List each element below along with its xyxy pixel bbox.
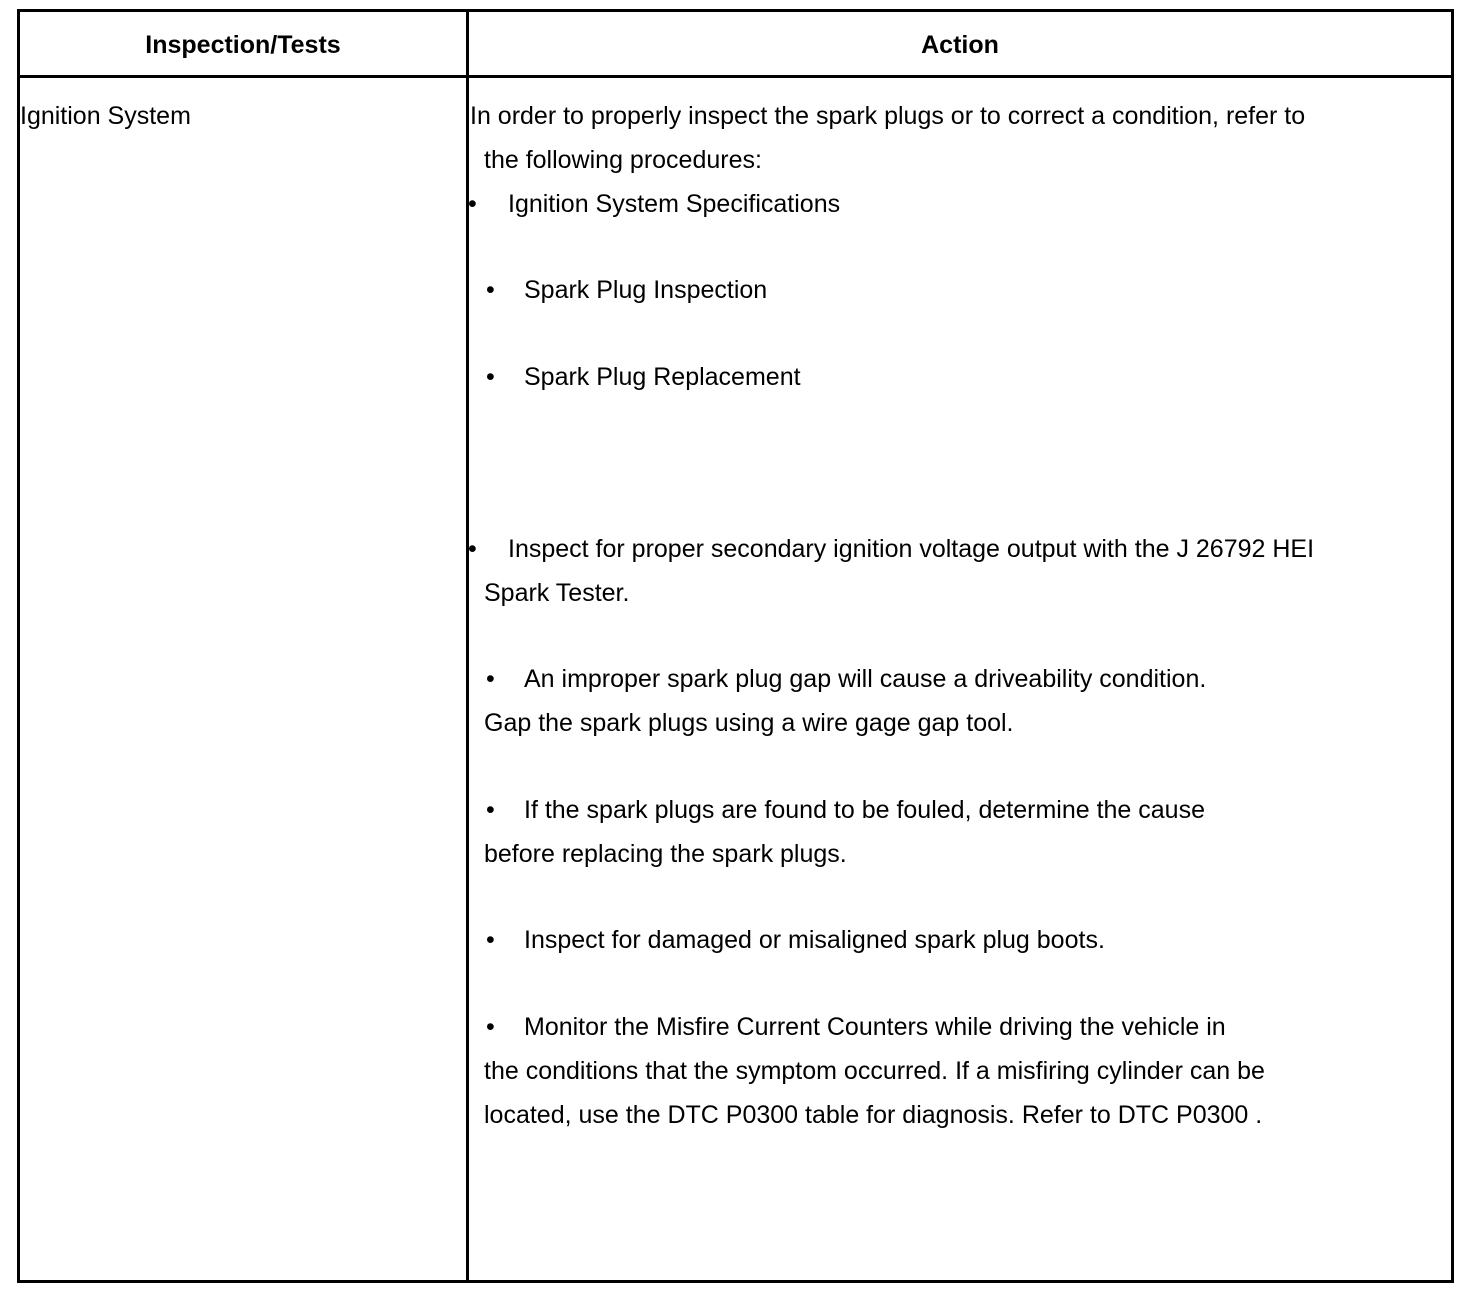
check-text-line-1: Monitor the Misfire Current Counters while driving the vehicle in: [524, 1013, 1226, 1041]
bullet-icon: •: [486, 926, 495, 954]
intro-text-line-2: the following procedures:: [484, 146, 762, 174]
check-text-line-2: Spark Tester.: [484, 579, 630, 607]
check-text-line-1: Inspect for damaged or misaligned spark plug boots.: [524, 926, 1105, 954]
header-inspection-tests: Inspection/Tests: [145, 31, 341, 59]
bullet-icon: •: [468, 190, 477, 218]
bullet-icon: •: [486, 665, 495, 693]
procedure-link-spark-plug-inspection[interactable]: Spark Plug Inspection: [524, 276, 768, 304]
header-action: Action: [921, 31, 999, 59]
bullet-icon: •: [486, 796, 495, 824]
bullet-icon: •: [486, 1013, 495, 1041]
check-text-line-2: before replacing the spark plugs.: [484, 840, 847, 868]
inspection-cell-ignition-system: Ignition System: [20, 102, 191, 130]
check-text-line-2: the conditions that the symptom occurred. If a misfiring cylinder can be: [484, 1057, 1265, 1085]
bullet-icon: •: [486, 363, 495, 391]
check-text-line-1: Inspect for proper secondary ignition voltage output with the J 26792 HEI: [508, 535, 1315, 563]
check-text-line-2: Gap the spark plugs using a wire gage gap tool.: [484, 709, 1014, 737]
intro-text-line-1: In order to properly inspect the spark plugs or to correct a condition, refer to: [470, 102, 1306, 130]
bullet-icon: •: [468, 535, 477, 563]
procedure-link-ignition-system-specifications[interactable]: Ignition System Specifications: [508, 190, 841, 218]
check-text-line-1: If the spark plugs are found to be fouled, determine the cause: [524, 796, 1205, 824]
check-text-line-1: An improper spark plug gap will cause a driveability condition.: [524, 665, 1207, 693]
bullet-icon: •: [486, 276, 495, 304]
check-text-line-3: located, use the DTC P0300 table for diagnosis. Refer to DTC P0300 .: [484, 1101, 1263, 1129]
header-divider: [17, 75, 1454, 78]
procedure-link-spark-plug-replacement[interactable]: Spark Plug Replacement: [524, 363, 801, 391]
